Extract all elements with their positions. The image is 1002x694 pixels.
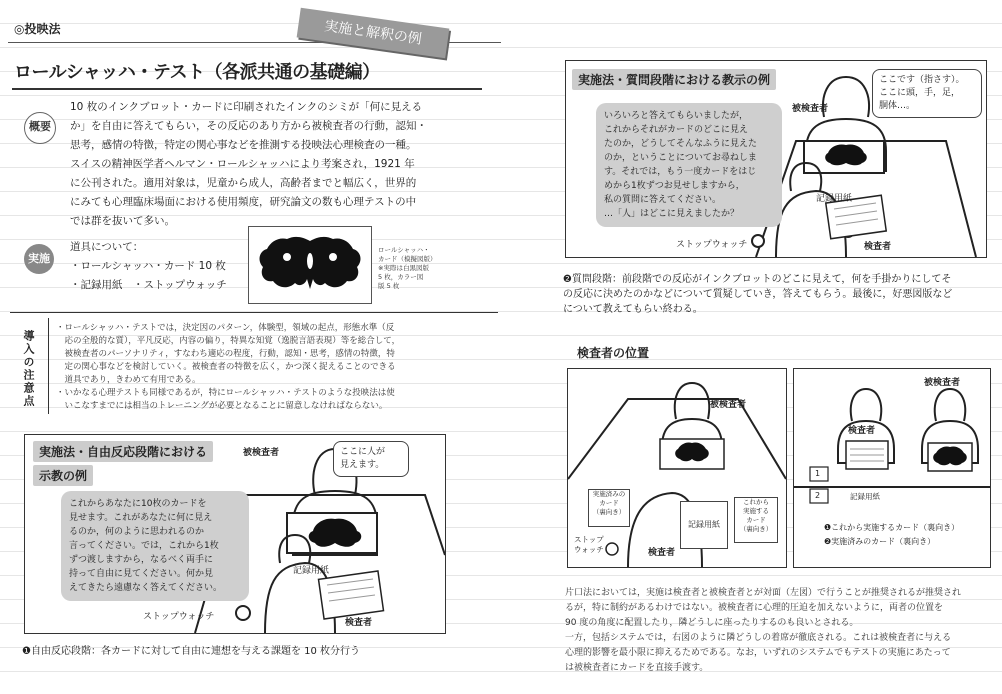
notes-text — [56, 322, 501, 413]
notes-line: ・ロールシャッハ・テストでは，決定因のパターン，体験型，領域の起点，形態水準（反 — [56, 323, 395, 333]
bubble-line: のか，ということについてお尋ねしま — [604, 153, 757, 163]
bottom-text — [565, 586, 997, 676]
card-caption — [378, 246, 437, 291]
bottom-line: は被検査者にカードを直接手渡す。 — [565, 663, 709, 673]
legend-line: ❶これから実施するカード（裏向き） — [824, 523, 960, 532]
panel1-done-cards — [588, 489, 630, 527]
position-panel-side-by-side — [793, 368, 991, 568]
scene1-speech — [333, 441, 409, 477]
section-ribbon: 実施と解釈の例 — [297, 8, 450, 59]
scene2-stopwatch-label: ストップウォッチ — [676, 240, 748, 250]
bottom-line: 90 度の角度に配置したり，隣どうしに座ったりするのも良いとされる。 — [565, 618, 859, 628]
caption-line: ❷質問段階：前段階での反応がインクブロットのどこに見えて，何を手掛かりにしてそ — [563, 274, 952, 285]
tools-text — [70, 238, 250, 295]
legend-line: ❷実施済みのカード（裏向き） — [824, 537, 936, 546]
bubble-line: めから1枚ずつお見せしますから， — [604, 181, 745, 191]
position-panel-face-to-face — [567, 368, 787, 568]
bubble-line: たのか，どうしてそんなふうに見えた — [604, 139, 758, 149]
panel1-examinee-label: 被検査者 — [710, 400, 747, 410]
overview-line: にみても心理臨床場面における使用頻度，研究論文の数も心理テストの中 — [70, 196, 417, 208]
scene-inquiry — [565, 60, 987, 258]
speech-line: ここに頭，手，足， — [879, 88, 961, 98]
card-caption-line: 5 枚，カラー図 — [378, 273, 424, 281]
notes-line: 応の全般的な質），平凡反応，内容の偏り，特異な知覚（逸脱言語表現）等を総合して， — [56, 336, 401, 346]
scene2-speech — [872, 69, 982, 118]
panel2-record-label: 記録用紙 — [850, 492, 880, 501]
notes-line: ・いかなる心理テストも同様であるが，特にロールシャッハ・テストのような投映法は使 — [56, 388, 395, 398]
scene2-caption — [563, 272, 993, 317]
section-header: ◎投映法 — [14, 22, 61, 36]
scene1-examiner-label: 検査者 — [345, 618, 373, 628]
notes-divider — [48, 318, 49, 414]
panel2-examiner-label: 検査者 — [848, 426, 876, 436]
speech-line: 胴体…。 — [879, 101, 916, 111]
bubble-line: す。それでは，もう一度カードをはじ — [604, 167, 757, 177]
scene1-caption: ❶自由反応段階：各カードに対して自由に連想を与える課題を 10 枚分行う — [22, 646, 361, 657]
panel2-legend — [824, 521, 959, 549]
scene2-instruction-bubble — [596, 103, 782, 227]
notes-rule-top — [10, 312, 498, 313]
scene1-stopwatch-label: ストップウォッチ — [143, 612, 215, 622]
card-caption-line: カード（模擬図版） — [378, 255, 437, 263]
overview-badge: 概要 — [24, 112, 56, 144]
overview-line: 10 枚のインクブロット・カードに印刷されたインクのシミが「何に見える — [70, 101, 423, 113]
speech-line: 見えます。 — [340, 460, 385, 470]
tools-title: 道具について： — [70, 241, 144, 253]
overview-text — [70, 98, 490, 231]
bubble-line: ずつ渡しますから，なるべく両手に — [69, 555, 214, 565]
scene1-title-line: 示教の例 — [33, 465, 93, 486]
scene2-examiner-label: 検査者 — [864, 242, 892, 252]
overview-line: 思考，感情の特徴，特定の関心事などを推測する投映法心理検査の一種。 — [70, 139, 417, 151]
scene-free-response — [24, 434, 446, 634]
card-line: これから — [743, 498, 769, 506]
scene2-title: 実施法・質問段階における教示の例 — [572, 69, 776, 90]
notes-line: 道具であり，きわめて有用である。 — [56, 375, 201, 385]
card-caption-line: ロールシャッハ・ — [378, 246, 430, 254]
bubble-line: 私の質問に答えてください。 — [604, 195, 722, 205]
caption-line: の反応に決めたのかなどについて質疑していき，答えてもらう。最後に，好悪図版など — [563, 289, 953, 300]
page-title: ロールシャッハ・テスト（各派共通の基礎編） — [14, 62, 380, 83]
implementation-badge: 実施 — [24, 244, 54, 274]
panel1-record-sheet: 記録用紙 — [680, 501, 728, 549]
bubble-line: るのか，何のように思われるのか — [69, 527, 205, 537]
bottom-line: るが，特に制約があるわけではない。被検査者に心理的圧迫を加えないように，両者の位置を — [565, 603, 944, 613]
card-line: カード — [746, 516, 766, 524]
bubble-line: これからあなたに10枚のカードを — [69, 499, 207, 509]
overview-line: に公刊された。適用対象は，児童から成人，高齢者までと幅広く，世界的 — [70, 177, 417, 189]
scene1-title — [33, 441, 213, 486]
notes-line: いこなすまでには相当のトレーニングが必要となることに留意しなければならない。 — [56, 401, 388, 411]
tool-item: ・記録用紙 ・ストップウォッチ — [70, 279, 227, 291]
speech-line: ここです（指さす）。 — [879, 75, 965, 85]
scene2-record-label: 記録用紙 — [816, 194, 853, 204]
stopwatch-line: ストップ — [574, 535, 604, 544]
tool-item: ・ロールシャッハ・カード 10 枚 — [70, 260, 226, 272]
caption-line: について教えてもらい終わる。 — [563, 304, 703, 315]
bottom-line: 片口法においては，実施は検査者と被検査者とが対面（左図）で行うことが推奨されるが推奨され — [565, 588, 962, 598]
scene1-title-line: 実施法・自由反応段階における — [33, 441, 213, 462]
notes-label: 導入の注意点 — [22, 330, 35, 408]
scene1-instruction-bubble — [61, 491, 249, 601]
panel2-examinee-label: 被検査者 — [924, 378, 961, 388]
panel1-examiner-label: 検査者 — [648, 548, 676, 558]
inkblot-icon — [249, 227, 371, 303]
scene2-examinee-label: 被検査者 — [792, 104, 829, 114]
bubble-line: いろいろと答えてもらいましたが， — [604, 111, 749, 121]
stopwatch-line: ウォッチ — [574, 545, 604, 554]
bubble-line: これからそれがカードのどこに見え — [604, 125, 749, 135]
panel1-stopwatch-label — [574, 535, 604, 555]
card-line: （裏向き） — [592, 508, 626, 516]
panel2-marker-2: 2 — [815, 491, 821, 500]
scene1-record-label: 記録用紙 — [293, 566, 330, 576]
panel1-next-cards — [734, 497, 778, 543]
card-line: 実施する — [743, 507, 769, 515]
notes-line: 定の関心事などを検討していく。被検査者の特徴を広く，かつ深く捉えることのできる — [56, 362, 396, 372]
inkblot-card — [248, 226, 372, 304]
card-caption-line: ※実際は白黒図版 — [378, 264, 429, 272]
scene1-examinee-label: 被検査者 — [243, 448, 280, 458]
bubble-line: 見せます。これがあなたに何に見え — [69, 513, 213, 523]
overview-line: スイスの精神医学者ヘルマン・ロールシャッハにより考案され，1921 年 — [70, 158, 415, 170]
overview-line: か」を自由に答えてもらい，その反応のあり方から被検査者の行動，認知・ — [70, 120, 427, 132]
bottom-line: 一方，包括システムでは，右図のように隣どうしの着席が徹底される。これは被検査者に与える — [565, 633, 952, 643]
overview-line: では群を抜いて多い。 — [70, 215, 175, 227]
title-rule — [12, 88, 482, 90]
notes-line: 被検査者のパーソナリティ，すなわち適応の程度，行動，認知・思考，感情の特徴，特 — [56, 349, 395, 359]
right-page — [501, 0, 1002, 694]
position-title: 検査者の位置 — [577, 346, 650, 360]
card-line: カード — [599, 499, 619, 507]
bubble-line: えてきたら遠慮なく答えてください。 — [69, 583, 223, 593]
card-caption-line: 版 5 枚 — [378, 282, 400, 290]
card-line: 実施済みの — [592, 490, 626, 498]
panel2-marker-1: 1 — [815, 469, 821, 478]
bubble-line: 言ってください。では，これから1枚 — [69, 541, 219, 551]
card-line: （裏向き） — [739, 525, 773, 533]
bubble-line: 持って自由に見てください。何か見 — [69, 569, 214, 579]
bottom-line: 心理的影響を最小限に抑えるためである。なお，いずれのシステムでもテストの実施にあたって — [565, 648, 951, 658]
bubble-line: …「人」はどこに見えましたか？ — [604, 209, 740, 219]
speech-line: ここに人が — [340, 447, 386, 457]
